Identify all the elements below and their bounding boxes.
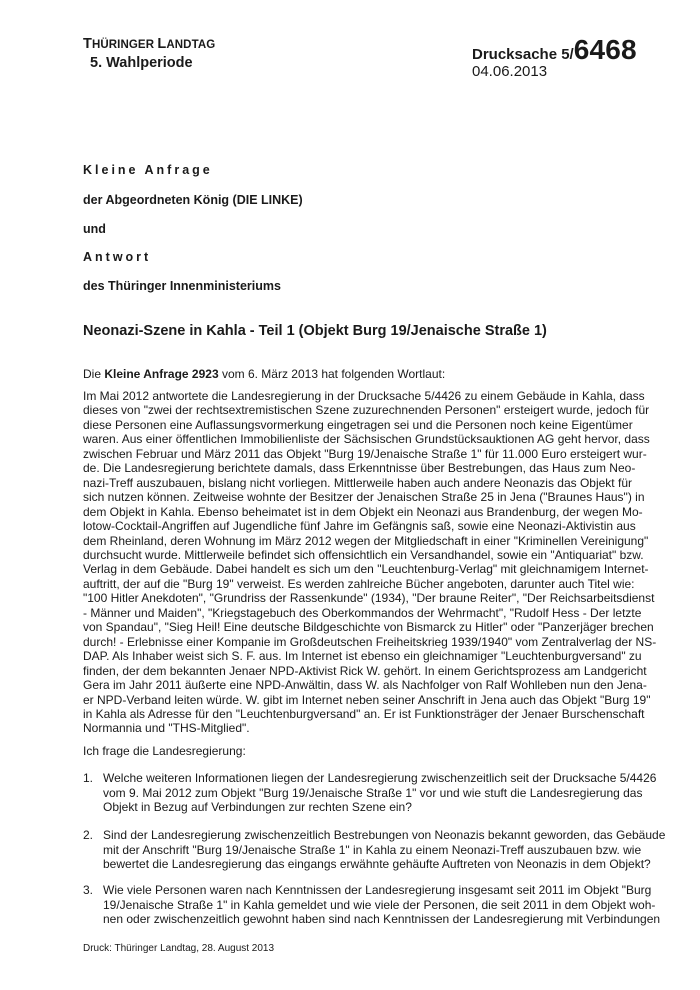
body-paragraph: [83, 389, 657, 736]
body-line: waren. Aus einer öffentlichen Immobilienliste der Sächsischen Grundstücksauktionen AG geht hervor, dass: [83, 432, 650, 447]
body-line: dieses von "zwei der rechtsextremistischen Szene zuzurechnenden Personen" ersteigert wurde, jedoch für: [83, 403, 650, 418]
question-line: Welche weiteren Informationen liegen der Landesregierung zwischenzeitlich seit der Drucksache 5/4426: [103, 771, 657, 785]
heading-ministerium: des Thüringer Innenministeriums: [83, 279, 281, 293]
body-line: er NPD-Verband leiten würde. W. gibt im Internet neben seiner Anschrift in Jena auch das Objekt "Burg 19": [83, 692, 651, 707]
question-text: [103, 883, 660, 927]
body-line: dem Objekt in Kahla. Ebenso beheimatet ist in dem Objekt ein Neonazi aus Brandenburg, der wegen Mo-: [83, 504, 643, 519]
body-line: DAP. Als Inhaber weist sich S. F. aus. Im Internet ist ebenso ein gleichnamiger "Leuchtenburgversand" zu: [83, 649, 642, 664]
question-line: Wie viele Personen waren nach Kenntnissen der Landesregierung insgesamt seit 2011 im Objekt "Burg: [103, 883, 652, 897]
question-number: 1.: [83, 771, 94, 785]
body-line: nazi-Treff auszubauen, bislang nicht vorliegen. Mittlerweile haben auch andere Neonazis das Objekt für: [83, 475, 632, 490]
body-line: Verlag in dem Gebäude. Dabei handelt es sich um den "Leuchtenburg-Verlag" mit gleichnamigem Internet-: [83, 562, 649, 577]
drucksache-date: 04.06.2013: [472, 63, 548, 80]
body-line: lotow-Cocktail-Angriffen auf Jugendliche fünf Jahre im Gefängnis saß, sowie eine Neonazi-Aktivistin aus: [83, 519, 636, 534]
question-line: Objekt in Bezug auf Verbindungen zur rechten Szene ein?: [103, 800, 412, 814]
body-line: de. Die Landesregierung berichtete damals, dass Erkenntnisse über Bestrebungen, das Haus zum Neo-: [83, 461, 636, 476]
body-line: in Kahla als Adresse für den "Leuchtenburgversand" an. Er ist Funktionsträger der Jenaer Burschenschaft: [83, 706, 645, 721]
question-line: mit der Anschrift "Burg 19/Jenaische Straße 1" in Kahla zu einem Neonazi-Treff auszubauen bzw. wie: [103, 842, 642, 857]
body-line: von Spandau", "Sieg Heil! Eine deutsche Bildgeschichte von Bismarck zu Hitler" oder "Panzerjäger brechen: [83, 620, 654, 635]
wahlperiode: 5. Wahlperiode: [90, 55, 193, 71]
body-line: zwischen Februar und März 2011 das Objekt "Burg 19/Jenaische Straße 1" für 11.000 Euro ersteigert wur-: [83, 446, 647, 461]
body-line: Normannia und "THS-Mitglied".: [83, 721, 250, 736]
body-line: Gera im Jahr 2011 äußerte eine NPD-Anwältin, dass W. als Nachfolger von Ralf Wohlleben nun den Jena-: [83, 678, 647, 693]
question-line: bewertet die Landesregierung das eingangs erwähnte gehäufte Auftreten von Neonazis in dem Objekt?: [103, 857, 651, 871]
body-line: "100 Hitler Anekdoten", "Grundriss der Rassenkunde" (1934), "Der braune Reiter", "Der Reichsarbeitsdienst: [83, 591, 655, 606]
body-line: diese Personen eine Auflassungsvormerkung eingetragen sei und die Personen noch keine Eigentümer: [83, 417, 633, 432]
heading-antwort: Antwort: [83, 250, 152, 264]
question-line: Sind der Landesregierung zwischenzeitlich Bestrebungen von Neonazis bekannt geworden, das Gebäude: [103, 828, 666, 842]
drucksache-number: Drucksache 5/6468: [472, 34, 637, 65]
intro-line: Die Kleine Anfrage 2923 vom 6. März 2013 hat folgenden Wortlaut:: [83, 367, 446, 381]
question-text: [103, 771, 656, 815]
body-line: auftritt, der auf die "Burg 19" verweist. Es werden zahlreiche Bücher angeboten, darunter auch Titel wie:: [83, 576, 635, 591]
heading-abgeordnete: der Abgeordneten König (DIE LINKE): [83, 193, 303, 207]
body-line: dem Rheinland, deren Wohnung im März 2012 wegen der Mitgliedschaft in einer "Kriminellen Vereinigung": [83, 533, 649, 548]
question-intro: Ich frage die Landesregierung:: [83, 744, 246, 758]
landtag-title: THÜRINGER LANDTAG: [83, 36, 216, 52]
body-line: - Männer und Maiden", "Kriegstagebuch des Oberkommandos der Wehrmacht", "Rudolf Hess - Der letzte: [83, 605, 642, 620]
print-footer: Druck: Thüringer Landtag, 28. August 2013: [83, 943, 275, 954]
document-title: Neonazi-Szene in Kahla - Teil 1 (Objekt Burg 19/Jenaische Straße 1): [83, 323, 547, 339]
question-text: [103, 828, 665, 872]
heading-und: und: [83, 222, 106, 236]
question-number: 2.: [83, 828, 94, 842]
body-line: durch! - Erlebnisse einer Kompanie im Großdeutschen Freiheitskrieg 1939/1940" vom Zentralverlag der NS-: [83, 634, 657, 649]
body-line: Im Mai 2012 antwortete die Landesregierung in der Drucksache 5/4426 zu einem Gebäude in Kahla, dass: [83, 389, 645, 403]
question-line: nen oder zwischenzeitlich gewohnt haben sind nach Kenntnissen der Landesregierung mit Verbindungen: [103, 912, 661, 926]
body-line: sich nutzen können. Zeitweise wohnte der Besitzer der Jenaischen Straße 25 in Jena ("Braunes Haus") in: [83, 490, 645, 505]
body-line: durchsucht wurde. Mittlerweile befindet sich offensichtlich ein Versandhandel, sowie ein "Antiquariat" bzw.: [83, 547, 644, 562]
question-line: 19/Jenaische Straße 1" in Kahla gemeldet und wie viele der Personen, die seit 2011 in dem Objekt woh-: [103, 897, 656, 912]
question-number: 3.: [83, 883, 94, 897]
body-line: finden, der dem bekannten Jenaer NPD-Aktivist Rick W. gehört. In einem Gerichtsprozess am Landgericht: [83, 663, 647, 678]
question-line: vom 9. Mai 2012 zum Objekt "Burg 19/Jenaische Straße 1" vor und wie stuft die Landesregierung das: [103, 785, 643, 800]
heading-kleine-anfrage: Kleine Anfrage: [83, 163, 213, 177]
